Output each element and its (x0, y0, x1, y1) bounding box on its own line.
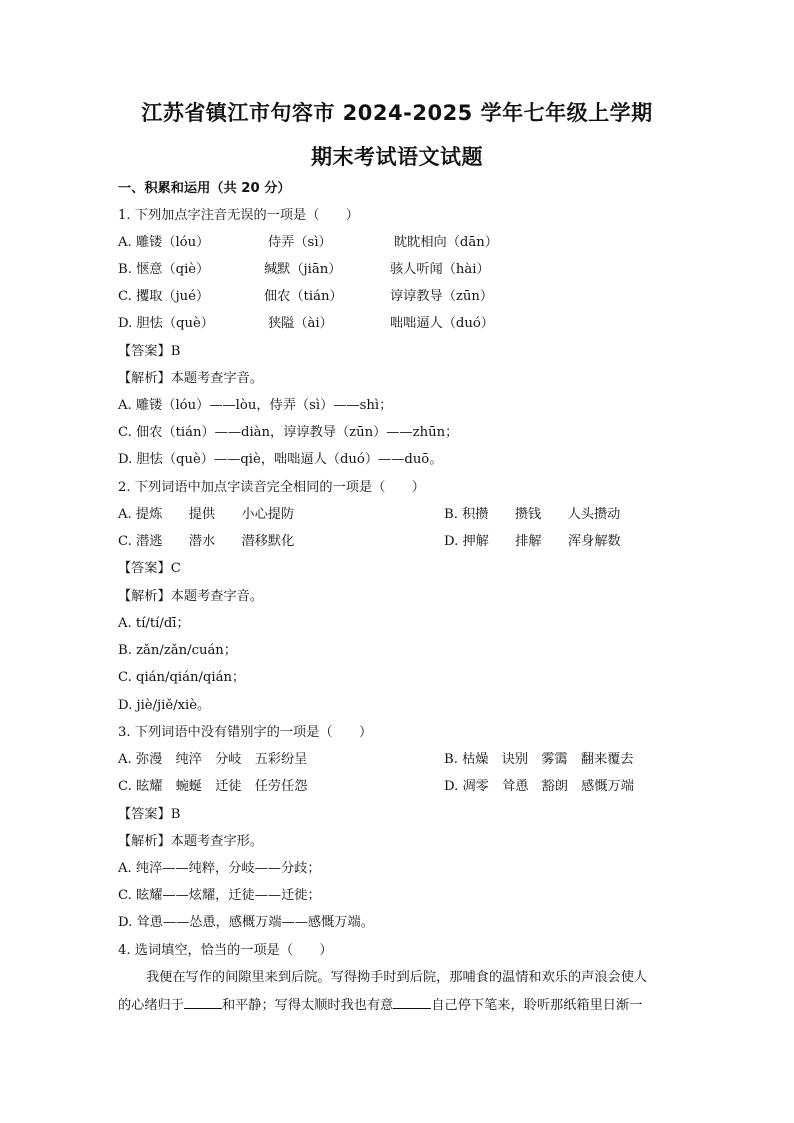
q2-analysis-line: C. qián/qián/qián； (118, 670, 246, 685)
q1-option-d-word3: 咄咄逼人（duó） (390, 316, 494, 331)
q4-passage-text: 自己停下笔来，聆听那纸箱里日渐一 (431, 998, 643, 1013)
question-3-stem: 3. 下列词语中没有错别字的一项是（ ） (118, 725, 373, 740)
document-title-line1: 江苏省镇江市句容市 2024-2025 学年七年级上学期 (141, 101, 653, 125)
q2-analysis-line: 【解析】本题考查字音。 (118, 589, 264, 604)
q1-option-c-word2: 佃农（tián） (264, 289, 343, 304)
q2-option-c: C. 潜逃 潜水 潜移默化 (118, 534, 295, 549)
q4-passage-line: 我便在写作的间隙里来到后院。写得拗手时到后院，那哺食的温情和欢乐的声浪会使人 (146, 970, 648, 985)
q1-option-b-word2: 缄默（jiān） (264, 262, 342, 277)
q1-option-b-word3: 骇人听闻（hài） (390, 262, 490, 277)
q1-analysis-line: C. 佃农（tián）——diàn，谆谆教导（zūn）——zhūn； (118, 425, 459, 440)
question-1-stem: 1. 下列加点字注音无误的一项是（ ） (118, 208, 359, 223)
q2-option-b: B. 积攒 攒钱 人头攒动 (444, 507, 621, 522)
fill-blank (393, 996, 431, 1009)
q1-option-a-word3: 眈眈相向（dān） (394, 235, 498, 250)
fill-blank (184, 996, 222, 1009)
q1-analysis-line: D. 胆怯（què）——qiè，咄咄逼人（duó）——duō。 (118, 452, 443, 467)
q3-answer: 【答案】B (118, 807, 181, 822)
question-2-stem: 2. 下列词语中加点字读音完全相同的一项是（ ） (118, 480, 425, 495)
q1-option-c-word3: 谆谆教导（zūn） (390, 289, 494, 304)
q3-analysis-line: A. 纯淬——纯粹，分岐——分歧； (118, 861, 321, 876)
q1-option-c-word1: C. 攫取（jué） (118, 289, 210, 304)
q2-analysis-line: D. jiè/jiě/xiè。 (118, 698, 211, 713)
question-4-stem: 4. 选词填空，恰当的一项是（ ） (118, 943, 333, 958)
q2-option-d: D. 押解 排解 浑身解数 (444, 534, 621, 549)
q1-analysis-line: 【解析】本题考查字音。 (118, 371, 264, 386)
q1-option-d-word2: 狭隘（ài） (268, 316, 333, 331)
q3-analysis-line: D. 耸恿——怂恿，感概万端——感慨万端。 (118, 915, 374, 930)
q4-passage-line (118, 996, 642, 1015)
q1-answer: 【答案】B (118, 344, 181, 359)
q2-analysis-line: A. tí/tí/dī； (118, 616, 190, 631)
q3-option-a: A. 弥漫 纯淬 分岐 五彩纷呈 (118, 752, 308, 767)
q3-option-b: B. 枯燥 诀别 雾霭 翻来覆去 (444, 752, 634, 767)
q4-passage-text: 和平静；写得太顺时我也有意 (221, 998, 394, 1013)
q1-option-a-word1: A. 雕镂（lóu） (118, 235, 210, 250)
q3-analysis-line: 【解析】本题考查字形。 (118, 834, 264, 849)
q2-answer: 【答案】C (118, 561, 181, 576)
q1-option-b-word1: B. 惬意（qiè） (118, 262, 210, 277)
q1-analysis-line: A. 雕镂（lóu）——lòu，侍弄（sì）——shì； (118, 398, 393, 413)
q1-option-a-word2: 侍弄（sì） (268, 235, 332, 250)
q1-option-d-word1: D. 胆怯（què） (118, 316, 214, 331)
document-title-line2: 期末考试语文试题 (311, 145, 483, 169)
q3-option-c: C. 眩耀 蜿蜒 迁徒 任劳任怨 (118, 779, 308, 794)
q2-option-a: A. 提炼 提供 小心提防 (118, 507, 295, 522)
q3-analysis-line: C. 眩耀——炫耀，迁徒——迁徙； (118, 888, 321, 903)
q3-option-d: D. 凋零 耸恿 豁朗 感慨万端 (444, 779, 634, 794)
q4-passage-text: 的心绪归于 (118, 998, 184, 1013)
section-heading: 一、积累和运用（共 20 分） (118, 181, 291, 196)
q2-analysis-line: B. zǎn/zǎn/cuán； (118, 643, 237, 658)
